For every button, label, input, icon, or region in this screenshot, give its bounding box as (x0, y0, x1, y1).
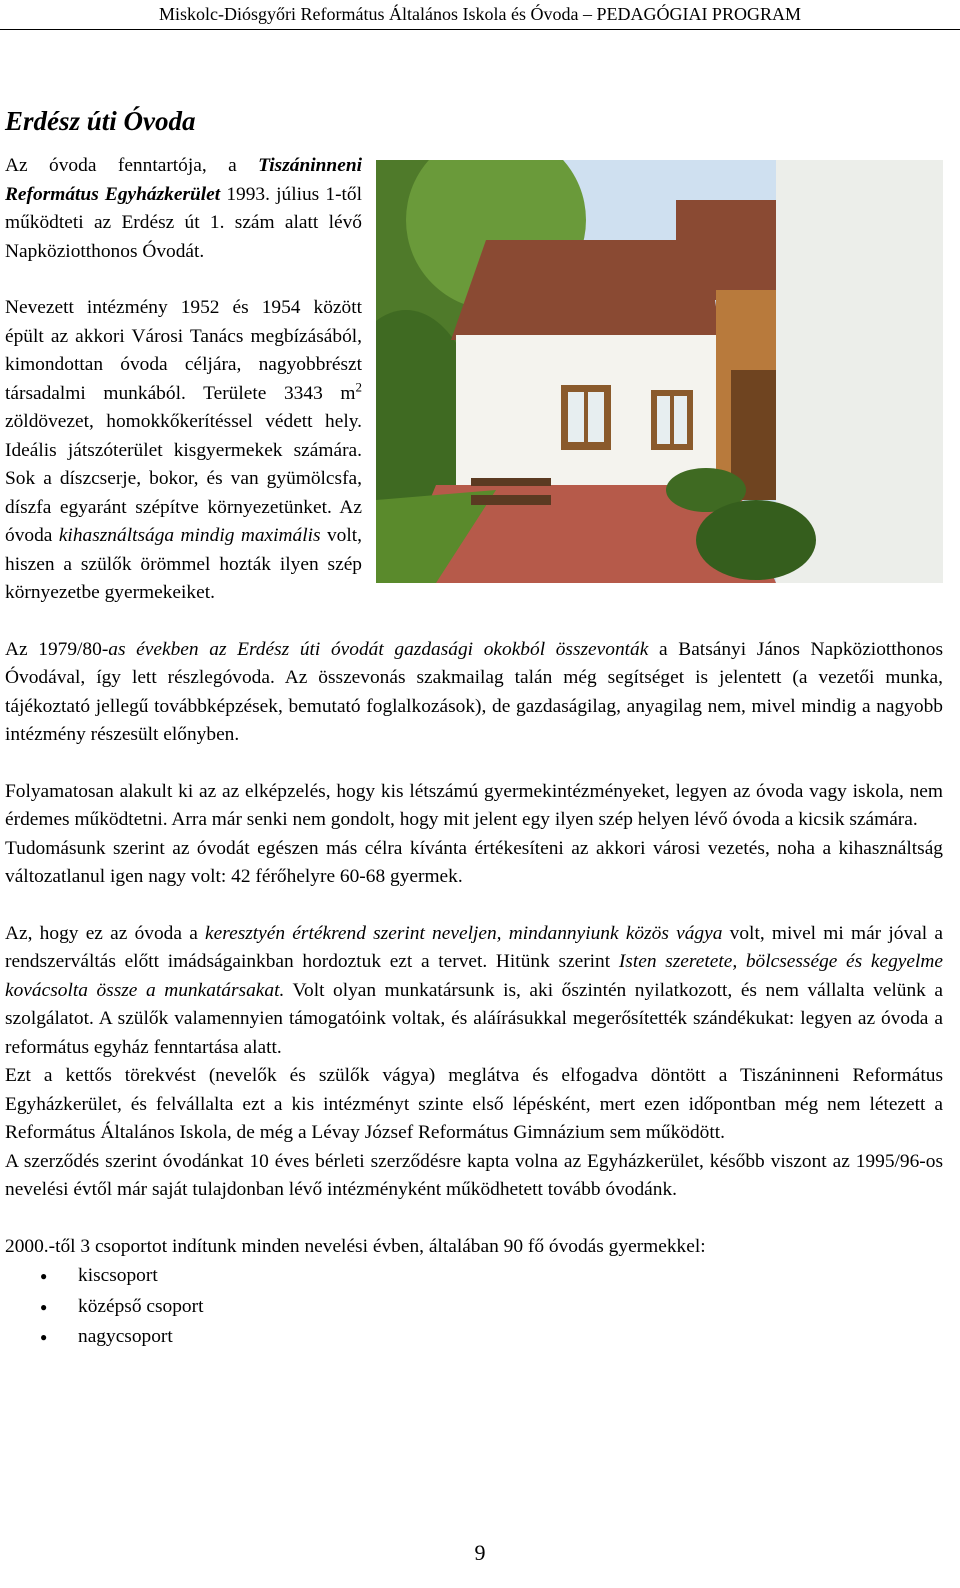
paragraph-8: A szerződés szerint óvodánkat 10 éves bérleti szerződésre kapta volna az Egyházkerület, később viszont az 1995/96-os nevelési évtől már saját tulajdonban lévő intézményként működhetett tovább óvodánk. (5, 1150, 943, 1200)
paragraph-9: 2000.-től 3 csoportot indítunk minden nevelési évben, általában 90 fő óvodás gyermekkel: (5, 1235, 706, 1257)
kindergarten-building-photo (376, 160, 943, 583)
page-number: 9 (474, 1540, 486, 1565)
list-item: ● középső csoport (78, 1292, 943, 1323)
list-item: ● kiscsoport (78, 1261, 943, 1292)
paragraph-7: Ezt a kettős törekvést (nevelők és szülők vágya) meglátva és elfogadva döntött a Tiszáninneni Református Egyházkerület, és felvállalta ezt a kis intézményt szinte első lépésként, mert ezen időpontban még nem létezett a Református Általános Iskola, de még a Lévay József Református Gimnázium sem működött. (5, 1065, 943, 1143)
section-title: Erdész úti Óvoda (5, 106, 196, 136)
document-body (5, 98, 943, 1353)
paragraph-6: Az, hogy ez az óvoda a keresztyén értékrend szerint neveljen, mindannyiunk közös vágya volt, mivel mi már jóval a rendszerváltás előtt imádságainkban hordoztuk ezt a tervet. Hitünk szerint Isten szeretete, bölcsessége és kegyelme kovácsolta össze a munkatársakat. Volt olyan munkatársunk is, aki őszintén nyilatkozott, és nem vállalta velünk a szolgálatot. A szülők valamennyien támogatóink voltak, és aláírásukkal megerősítették szándékukat: legyen az óvoda a református egyház fenntartása alatt. (5, 922, 944, 1058)
group-list (5, 1261, 943, 1353)
paragraph-4: Folyamatosan alakult ki az az elképzelés, hogy kis létszámú gyermekintézményeket, legyen az óvoda vagy iskola, nem érdemes működtetni. Arra már senki nem gondolt, hogy mit jelent egy ilyen szép helyen lévő óvoda a kicsik számára. (5, 780, 943, 830)
page-header: Miskolc-Diósgyőri Református Általános Iskola és Óvoda – PEDAGÓGIAI PROGRAM (0, 0, 960, 30)
paragraph-5: Tudomásunk szerint az óvodát egészen más célra kívánta értékesíteni az akkori városi vezetés, noha a kihasználtság változatlanul igen nagy volt: 42 férőhelyre 60-68 gyermek. (5, 837, 943, 887)
paragraph-2: Nevezett intézmény 1952 és 1954 között épült az akkori Városi Tanács megbízásából, kimondottan óvoda céljára, nagyobbrészt társadalmi munkából. Területe 3343 $m^2$ zöldövezet, homokkőkerítéssel védett hely. Ideális játszóterület kisgyermekek számára. Sok a díszcserje, bokor, és van gyümölcsfa, díszfa egyaránt szépítve környezetünket. Az óvoda kihasználtsága mindig maximális volt, hiszen a szülők örömmel hozták ilyen szép környezetbe gyermekeiket. (5, 297, 362, 603)
paragraph-1: Az óvoda fenntartója, a Tiszáninneni Református Egyházkerület 1993. július 1-től működteti az Erdész út 1. szám alatt lévő Napköziotthonos Óvodát. (5, 155, 362, 262)
list-item: ● nagycsoport (78, 1322, 943, 1353)
paragraph-3: Az 1979/80-as években az Erdész úti óvodát gazdasági okokból összevonták a Batsányi János Napköziotthonos Óvodával, így lett részlegóvoda. Az összevonás szakmailag talán még segítséget is jelentett (a vezetői munka, tájékoztató jellegű továbbképzések, bemutató foglalkozások), de gazdaságilag, anyagilag nem, mivel mindig a nagyobb intézmény részesült előnyben. (5, 638, 943, 745)
